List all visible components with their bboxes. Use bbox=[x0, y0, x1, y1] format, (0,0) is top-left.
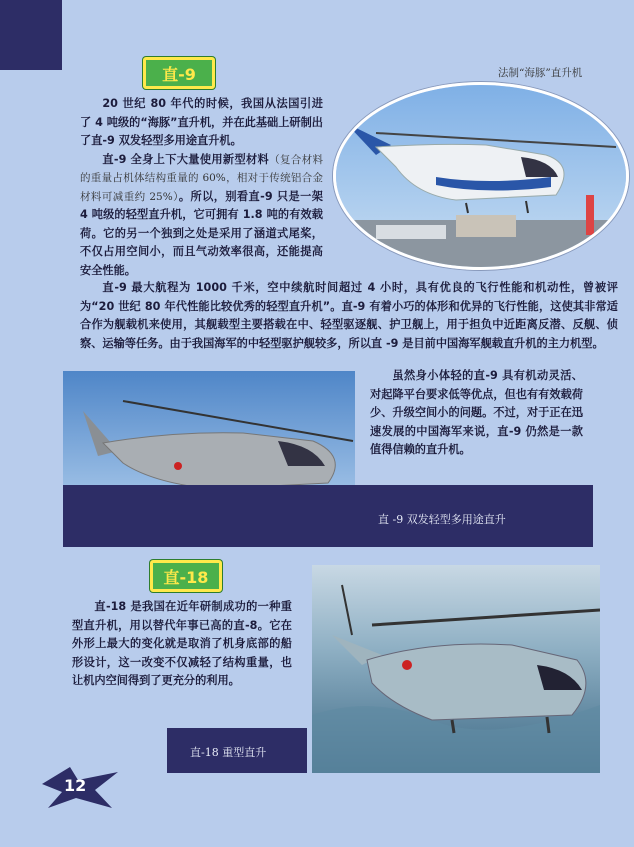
section-title-z9: 直-9 bbox=[143, 57, 215, 89]
z9-materials-note: （复合材料的重量占机体结构重量的 60%，相对于传统铝合金材料可减重约 25%） bbox=[80, 153, 324, 203]
z9-materials bbox=[80, 151, 323, 281]
z18-intro: 直-18 是我国在近年研制成功的一种重型直升机，用以替代年事已高的直-8。它在外形上最大的变化就是取消了机身底部的船形设计，这一改变不仅减轻了结构重量，也让机内空间得到了更充分的利用。 bbox=[72, 600, 292, 687]
z18-text bbox=[72, 598, 292, 691]
dolphin-helicopter-image bbox=[336, 85, 626, 267]
z9-caption-strip bbox=[63, 485, 593, 547]
z18-helicopter-image bbox=[312, 565, 600, 773]
z18-photo-caption: 直-18 重型直升 bbox=[190, 746, 267, 759]
corner-tab bbox=[0, 0, 62, 70]
photo-caption-dolphin: 法制“海豚”直升机 bbox=[498, 67, 583, 79]
section-title-z18: 直-18 bbox=[150, 560, 222, 592]
z9-range: 直-9 最大航程为 1000 千米，空中续航时间超过 4 小时，具有优良的飞行性能和机动性，曾被评为“20 世纪 80 年代性能比较优秀的轻型直升机”。直-9 有着小巧的体形和优异的飞行性能，这使其非常适合作为舰载机来使用，其舰载型主要搭载在中、轻型驱逐舰、护卫舰上，用于担负中近距离反潜、反舰、侦察、运输等任务。由于我国海军的中轻型驱护舰较多，所以直 -9 是目前中国海军舰载直升机的主力机型。 bbox=[80, 281, 618, 350]
z18-helicopter-photo bbox=[312, 565, 600, 773]
z9-range-text bbox=[80, 279, 618, 353]
z9-materials-rest: 。所以，别看直-9 只是一架 4 吨级的轻型直升机，它可拥有 1.8 吨的有效载荷。它的另一个独到之处是采用了涵道式尾桨，不仅占用空间小，而且气动效率很高，还能提高安全性能。 bbox=[80, 189, 323, 277]
page-number: 12 bbox=[64, 776, 87, 795]
z9-intro: 20 世纪 80 年代的时候，我国从法国引进了 4 吨级的“海豚”直升机，并在此基础上研制出了直-9 双发轻型多用途直升机。 bbox=[80, 97, 323, 147]
dolphin-helicopter-photo bbox=[333, 82, 629, 270]
z9-intro-text bbox=[80, 95, 323, 280]
page-number-badge bbox=[40, 762, 120, 812]
z9-summary-text bbox=[370, 367, 583, 460]
z9-summary: 虽然身小体轻的直-9 具有机动灵活、对起降平台要求低等优点，但也有有效载荷少、升级空间小的问题。不过，对于正在迅速发展的中国海军来说，直-9 仍然是一款值得信赖的直升机。 bbox=[370, 369, 583, 456]
z9-photo-caption: 直 -9 双发轻型多用途直升 bbox=[378, 513, 506, 526]
z9-materials-lead: 直-9 全身上下大量使用新型材料 bbox=[102, 152, 270, 166]
